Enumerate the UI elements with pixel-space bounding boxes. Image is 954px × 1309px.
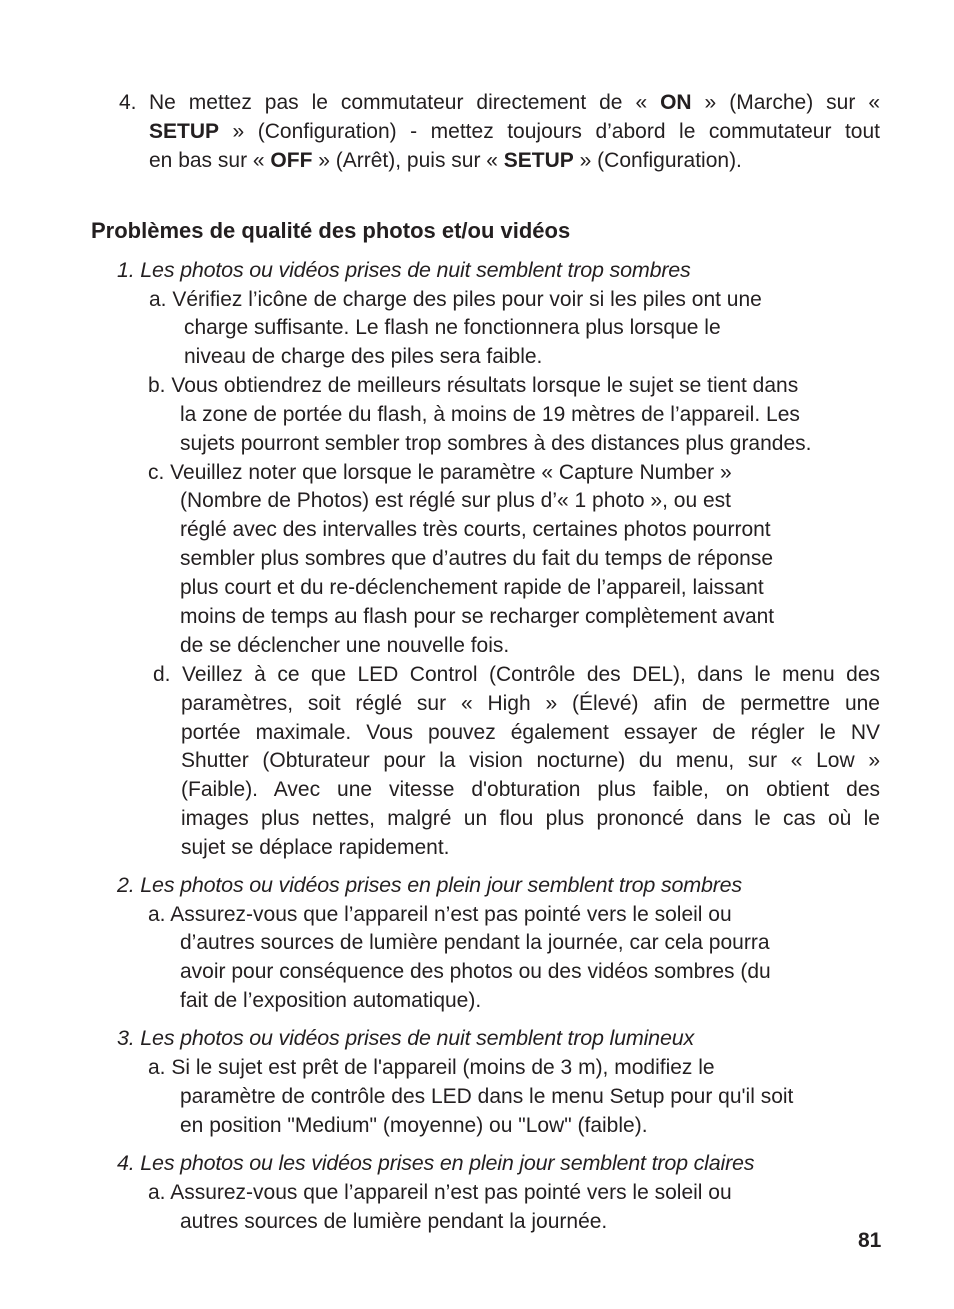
- subsection-title: 1. Les photos ou vidéos prises de nuit semblent trop sombres: [117, 258, 691, 282]
- off-label: OFF: [270, 149, 313, 172]
- sub-item-line: (Nombre de Photos) est réglé sur plus d’« 1 photo », ou est: [180, 489, 731, 512]
- sub-item-line: a. Assurez-vous que l’appareil n’est pas pointé vers le soleil ou: [148, 1181, 732, 1204]
- sub-item-line: sujet se déplace rapidement.: [181, 836, 450, 859]
- sub-item-line: d. Veillez à ce que LED Control (Contrôle des DEL), dans le menu des: [153, 663, 880, 686]
- subsection-title: 3. Les photos ou vidéos prises de nuit semblent trop lumineux: [117, 1026, 695, 1050]
- sub-item-line: la zone de portée du flash, à moins de 19 mètres de l’appareil. Les: [180, 403, 800, 426]
- sub-item-line: a. Si le sujet est prêt de l'appareil (moins de 3 m), modifiez le: [148, 1056, 715, 1079]
- sub-item-line: paramètres, soit réglé sur « High » (Élevé) afin de permettre une: [181, 692, 880, 715]
- sub-item-line: fait de l’exposition automatique).: [180, 989, 482, 1012]
- sub-item-line: avoir pour conséquence des photos ou des vidéos sombres (du: [180, 960, 771, 983]
- sub-item-line: c. Veuillez noter que lorsque le paramètre « Capture Number »: [148, 461, 732, 484]
- sub-item-line: Shutter (Obturateur pour la vision nocturne) du menu, sur « Low »: [181, 749, 880, 772]
- sub-item-line: d’autres sources de lumière pendant la journée, car cela pourra: [180, 931, 770, 954]
- subsection-title: 2. Les photos ou vidéos prises en plein jour semblent trop sombres: [117, 873, 742, 897]
- item-line: en bas sur « OFF » (Arrêt), puis sur « SETUP » (Configuration).: [149, 149, 742, 172]
- sub-item-line: a. Vérifiez l’icône de charge des piles pour voir si les piles ont une: [149, 288, 762, 311]
- setup-label: SETUP: [149, 120, 220, 143]
- item-line: SETUP » (Configuration) - mettez toujours d’abord le commutateur tout: [149, 120, 880, 143]
- sub-item-line: a. Assurez-vous que l’appareil n’est pas pointé vers le soleil ou: [148, 903, 732, 926]
- sub-item-line: de se déclencher une nouvelle fois.: [180, 634, 510, 657]
- page-number: 81: [858, 1229, 882, 1252]
- sub-item-line: en position "Medium" (moyenne) ou "Low" (faible).: [180, 1114, 648, 1137]
- item-number: 4.: [119, 91, 137, 114]
- sub-item-line: réglé avec des intervalles très courts, certaines photos pourront: [180, 518, 771, 541]
- sub-item-line: paramètre de contrôle des LED dans le menu Setup pour qu'il soit: [180, 1085, 794, 1108]
- sub-item-line: plus court et du re-déclenchement rapide de l’appareil, laissant: [180, 576, 764, 599]
- sub-item-line: b. Vous obtiendrez de meilleurs résultats lorsque le sujet se tient dans: [148, 374, 799, 397]
- sub-item-line: sujets pourront sembler trop sombres à des distances plus grandes.: [180, 432, 812, 455]
- sub-item-line: portée maximale. Vous pouvez également essayer de régler le NV: [181, 721, 880, 744]
- on-label: ON: [660, 91, 692, 114]
- subsection-title: 4. Les photos ou les vidéos prises en plein jour semblent trop claires: [117, 1151, 755, 1175]
- sub-item-line: autres sources de lumière pendant la journée.: [180, 1210, 608, 1233]
- section-heading: Problèmes de qualité des photos et/ou vidéos: [91, 218, 571, 243]
- setup-label: SETUP: [503, 149, 574, 172]
- sub-item-line: sembler plus sombres que d’autres du fait du temps de réponse: [180, 547, 773, 570]
- sub-item-line: moins de temps au flash pour se recharger complètement avant: [180, 605, 775, 628]
- sub-item-line: niveau de charge des piles sera faible.: [184, 345, 543, 368]
- sub-item-line: (Faible). Avec une vitesse d'obturation plus faible, on obtient des: [181, 778, 880, 801]
- sub-item-line: charge suffisante. Le flash ne fonctionnera plus lorsque le: [184, 316, 721, 339]
- item-line: Ne mettez pas le commutateur directement de « ON » (Marche) sur «: [149, 91, 880, 114]
- sub-item-line: images plus nettes, malgré un flou plus prononcé dans le cas où le: [181, 807, 880, 830]
